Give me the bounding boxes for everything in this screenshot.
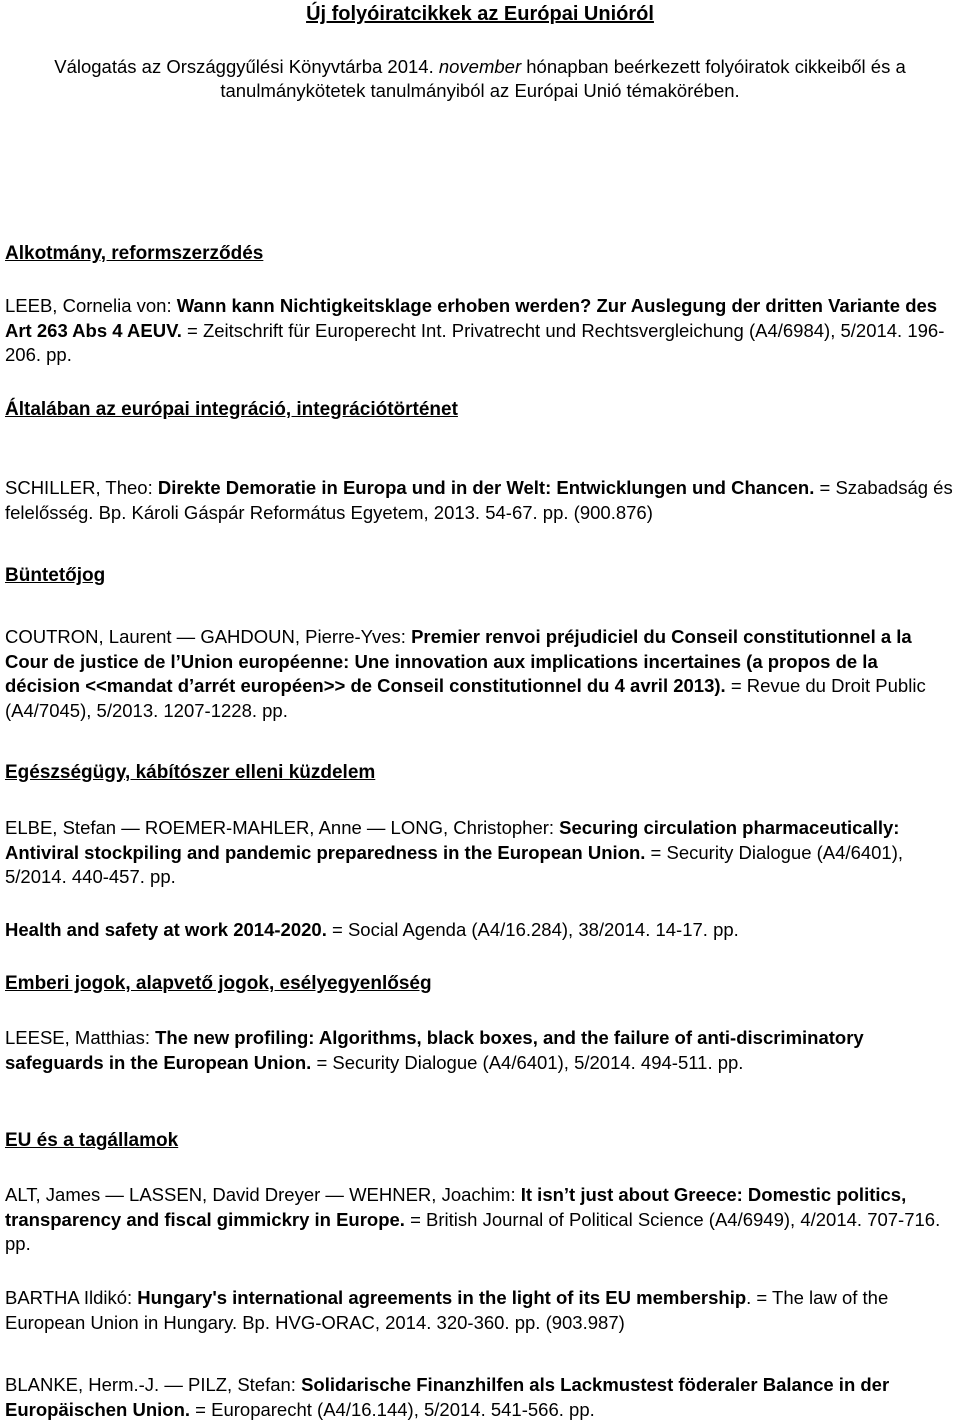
entry-source: . = The law of the European Union in Hungary. Bp. HVG-ORAC, 2014. 320-360. pp. (903.987) bbox=[5, 1287, 889, 1333]
section-heading-emberi-jogok: Emberi jogok, alapvető jogok, esélyegyenlőség bbox=[5, 973, 432, 994]
entry-source: = Zeitschrift für Europerecht Int. Privatrecht und Rechtsvergleichung (A4/6984), 5/2014. 196-206. pp. bbox=[5, 319, 945, 366]
entry-title: Solidarische Finanzhilfen als Lackmustest föderaler Balance in der Europäischen Union. bbox=[5, 1374, 890, 1420]
entry-source: = Security Dialogue (A4/6401), 5/2014. 494-511. pp. bbox=[311, 1051, 744, 1073]
entry-authors: LEESE, Matthias: bbox=[5, 1027, 156, 1048]
section-heading-buntetojog: Büntetőjog bbox=[5, 565, 106, 586]
intro-month: november bbox=[438, 56, 522, 77]
entry-authors: LEEB, Cornelia von: bbox=[5, 295, 177, 316]
intro-text: Válogatás az Országgyűlési Könyvtárba 2014. bbox=[54, 56, 439, 77]
entry-source: = British Journal of Political Science (A4/6949), 4/2014. 707-716. pp. bbox=[5, 1208, 941, 1255]
entry-title: Securing circulation pharmaceutically: Antiviral stockpiling and pandemic preparedness in the European Union. bbox=[5, 817, 900, 863]
intro-paragraph bbox=[5, 55, 955, 103]
entry-authors: BLANKE, Herm.-J. — PILZ, Stefan: bbox=[5, 1374, 302, 1395]
intro-text-rest: hónapban beérkezett folyóiratok cikkeiből és a tanulmánykötetek tanulmányiból az Európai Unió témakörében. bbox=[220, 56, 906, 101]
entry-authors: COUTRON, Laurent — GAHDOUN, Pierre-Yves: bbox=[5, 626, 412, 647]
entry-title: The new profiling: Algorithms, black boxes, and the failure of anti-discriminatory safeguards in the European Union. bbox=[5, 1027, 864, 1073]
entry-title: It isn’t just about Greece: Domestic politics, transparency and fiscal gimmickry in Europe. bbox=[5, 1184, 907, 1230]
section-heading-eu-tagallamok: EU és a tagállamok bbox=[5, 1130, 179, 1151]
entry-source: = Szabadság és felelősség. Bp. Károli Gáspár Református Egyetem, 2013. 54-67. pp. (900.876) bbox=[5, 477, 953, 523]
entry-elbe bbox=[5, 816, 957, 890]
entry-leese bbox=[5, 1026, 957, 1075]
page-title: Új folyóiratcikkek az Európai Unióról bbox=[306, 3, 654, 25]
entry-alt bbox=[5, 1183, 957, 1257]
entry-source: = Europarecht (A4/16.144), 5/2014. 541-566. pp. bbox=[190, 1398, 595, 1420]
entry-authors: ELBE, Stefan — ROEMER-MAHLER, Anne — LONG, Christopher: bbox=[5, 817, 560, 838]
section-heading-altalaban: Általában az európai integráció, integrációtörténet bbox=[5, 399, 458, 420]
entry-blanke bbox=[5, 1373, 957, 1422]
entry-coutron bbox=[5, 625, 957, 723]
section-heading-alkotmany: Alkotmány, reformszerződés bbox=[5, 243, 264, 264]
entry-title: Wann kann Nichtigkeitsklage erhoben werden? Zur Auslegung der dritten Variante des Art 263 Abs 4 AEUV. bbox=[5, 295, 938, 341]
entry-bartha bbox=[5, 1286, 957, 1335]
entry-title: Hungary's international agreements in the light of its EU membership bbox=[137, 1287, 747, 1308]
entry-title: Direkte Demoratie in Europa und in der Welt: Entwicklungen und Chancen. bbox=[157, 477, 815, 498]
entry-source: = Security Dialogue (A4/6401), 5/2014. 440-457. pp. bbox=[5, 841, 904, 888]
entry-health-safety bbox=[5, 918, 957, 943]
entry-authors: ALT, James — LASSEN, David Dreyer — WEHNER, Joachim: bbox=[5, 1184, 521, 1205]
entry-authors: SCHILLER, Theo: bbox=[5, 477, 158, 498]
entry-title: Health and safety at work 2014-2020. bbox=[5, 919, 327, 940]
entry-source: = Revue du Droit Public (A4/7045), 5/2013. 1207-1228. pp. bbox=[5, 675, 926, 721]
entry-source: = Social Agenda (A4/16.284), 38/2014. 14-17. pp. bbox=[326, 919, 739, 940]
entry-leeb bbox=[5, 294, 957, 368]
entry-schiller bbox=[5, 476, 957, 525]
entry-authors: BARTHA Ildikó: bbox=[5, 1287, 138, 1308]
entry-title: Premier renvoi préjudiciel du Conseil constitutionnel a la Cour de justice de l’Union européenne: Une innovation aux implications incertaines (a propos de la décision <<mandat d’arrét européen>> de Conseil constitutionnel du 4 avril 2013). bbox=[5, 626, 912, 697]
section-heading-egeszsegugy: Egészségügy, kábítószer elleni küzdelem bbox=[5, 762, 376, 783]
